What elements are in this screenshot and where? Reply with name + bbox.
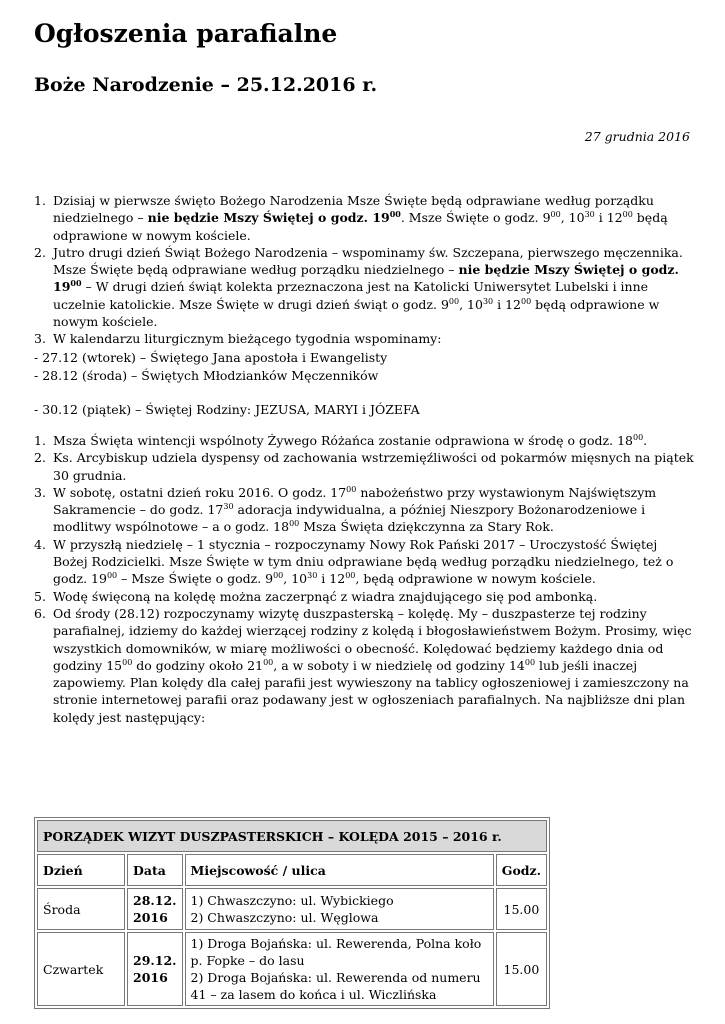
table-header-row [37,854,547,886]
feast-line: - 28.12 (środa) – Świętych Młodzianków Męczenników [34,368,379,383]
column-header-date: Data [127,854,183,886]
table-row [37,888,547,930]
list-item: 6. Od środy (28.12) rozpoczynamy wizytę duszpasterską – kolędę. My – duszpasterze tej rodziny parafialnej, idziemy do każdej wierzącej rodziny z kolędą i błogosławieństwem Bożym. Prosimy, więc wszystkich domowników, w miarę możliwości o obecność. Kolędować będziemy każdego dnia od godziny $15^{00}$ do godziny około $21^{00}$, a w soboty i w niedzielę od godziny $14^{00}$ lub jeśli inaczej zapowiemy. Plan kolędy dla całej parafii jest wywieszony na tablicy ogłoszeniowej i zamieszczony na stronie internetowej parafii oraz podawany jest w ogłoszeniach parafialnych. Na najbliższe dni plan kolędy jest następujący: [34,605,692,725]
list-item: 3. W sobotę, ostatni dzień roku 2016. O godz. $17^{00}$ nabożeństwo przy wystawionym Najświętszym Sakramencie – do godz. $17^{30}$ adoracja indywidualna, a później Nieszpory Bożonarodzeniowe i modlitwy wspólnotowe – a o godz. $18^{00}$ Msza Święta dziękczynna za Stary Rok. [34,484,657,535]
list-item: 2. Jutro drugi dzień Świąt Bożego Narodzenia – wspominamy św. Szczepana, pierwszego męczennika. Msze Święte będą odprawiane według porządku niedzielnego – nie będzie Mszy Świętej o godz. $19^{00}$ – W drugi dzień świąt kolekta przeznaczona jest na Katolicki Uniwersytet Lubelski i inne uczelnie katolickie. Msze Święte w drugi dzień świąt o godz. $9^{00}$, $10^{30}$ i $12^{00}$ będą odprawione w nowym kościele. [34,244,683,330]
cell-hour: 15.00 [496,932,547,1006]
announcement-date: 27 grudnia 2016 [584,129,690,144]
place-line: 1) Chwaszczyno: ul. Wybickiego [190,893,394,908]
feast-line: - 30.12 (piątek) – Świętej Rodziny: JEZUSA, MARYI i JÓZEFA [34,402,420,417]
table-caption-row [37,820,547,852]
place-line: 1) Droga Bojańska: ul. Rewerenda, Polna koło p. Fopke – do lasu [190,936,482,968]
cell-place [185,932,494,1006]
place-line: 2) Droga Bojańska: ul. Rewerenda od numeru 41 – za lasem do końca i ul. Wiczlińska [190,970,481,1002]
page-title: Ogłoszenia parafialne [34,19,338,48]
cell-day: Czwartek [37,932,125,1006]
list-item: 5. Wodę święconą na kolędę można zaczerpnąć z wiadra znajdującego się pod ambonką. [34,588,598,604]
cell-date: 28.12. 2016 [127,888,183,930]
column-header-day: Dzień [37,854,125,886]
cell-hour: 15.00 [496,888,547,930]
cell-day: Środa [37,888,125,930]
cell-place [185,888,494,930]
column-header-place: Miejscowość / ulica [185,854,494,886]
column-header-hour: Godz. [496,854,547,886]
announcements-list-1 [34,192,694,348]
list-item: 1. Msza Święta wintencji wspólnoty Żywego Różańca zostanie odprawiona w środę o godz. $18^{00}$. [34,433,648,448]
list-item: 1. Dzisiaj w pierwsze święto Bożego Narodzenia Msze Święte będą odprawiane według porządku niedzielnego – nie będzie Mszy Świętej o godz. $19^{00}$. Msze Święte o godz. $9^{00}$, $10^{30}$ i $12^{00}$ będą odprawione w nowym kościele. [34,193,668,243]
koleda-schedule-table [34,817,550,1009]
list-item: 2. Ks. Arcybiskup udziela dyspensy od zachowania wstrzemięźliwości od pokarmów mięsnych na piątek 30 grudnia. [34,450,694,483]
table-caption: PORZĄDEK WIZYT DUSZPASTERSKICH – KOLĘDA 2015 – 2016 r. [37,820,547,852]
announcements-list-2 [34,432,694,726]
feast-line: - 27.12 (wtorek) – Świętego Jana apostoła i Ewangelisty [34,350,388,365]
list-item: 3. W kalendarzu liturgicznym bieżącego tygodnia wspominamy: [34,331,442,347]
list-item: 4. W przyszłą niedzielę – 1 stycznia – rozpoczynamy Nowy Rok Pański 2017 – Uroczystość Świętej Bożej Rodzicielki. Msze Święte w tym dniu odprawiane będą według porządku niedzielnego, też o godz. $19^{00}$ – Msze Święte o godz. $9^{00}$, $10^{30}$ i $12^{00}$, będą odprawione w nowym kościele. [34,536,674,587]
page-subtitle: Boże Narodzenie – 25.12.2016 r. [34,74,378,96]
cell-date: 29.12. 2016 [127,932,183,1006]
place-line: 2) Chwaszczyno: ul. Węglowa [190,910,379,925]
table-row [37,932,547,1006]
